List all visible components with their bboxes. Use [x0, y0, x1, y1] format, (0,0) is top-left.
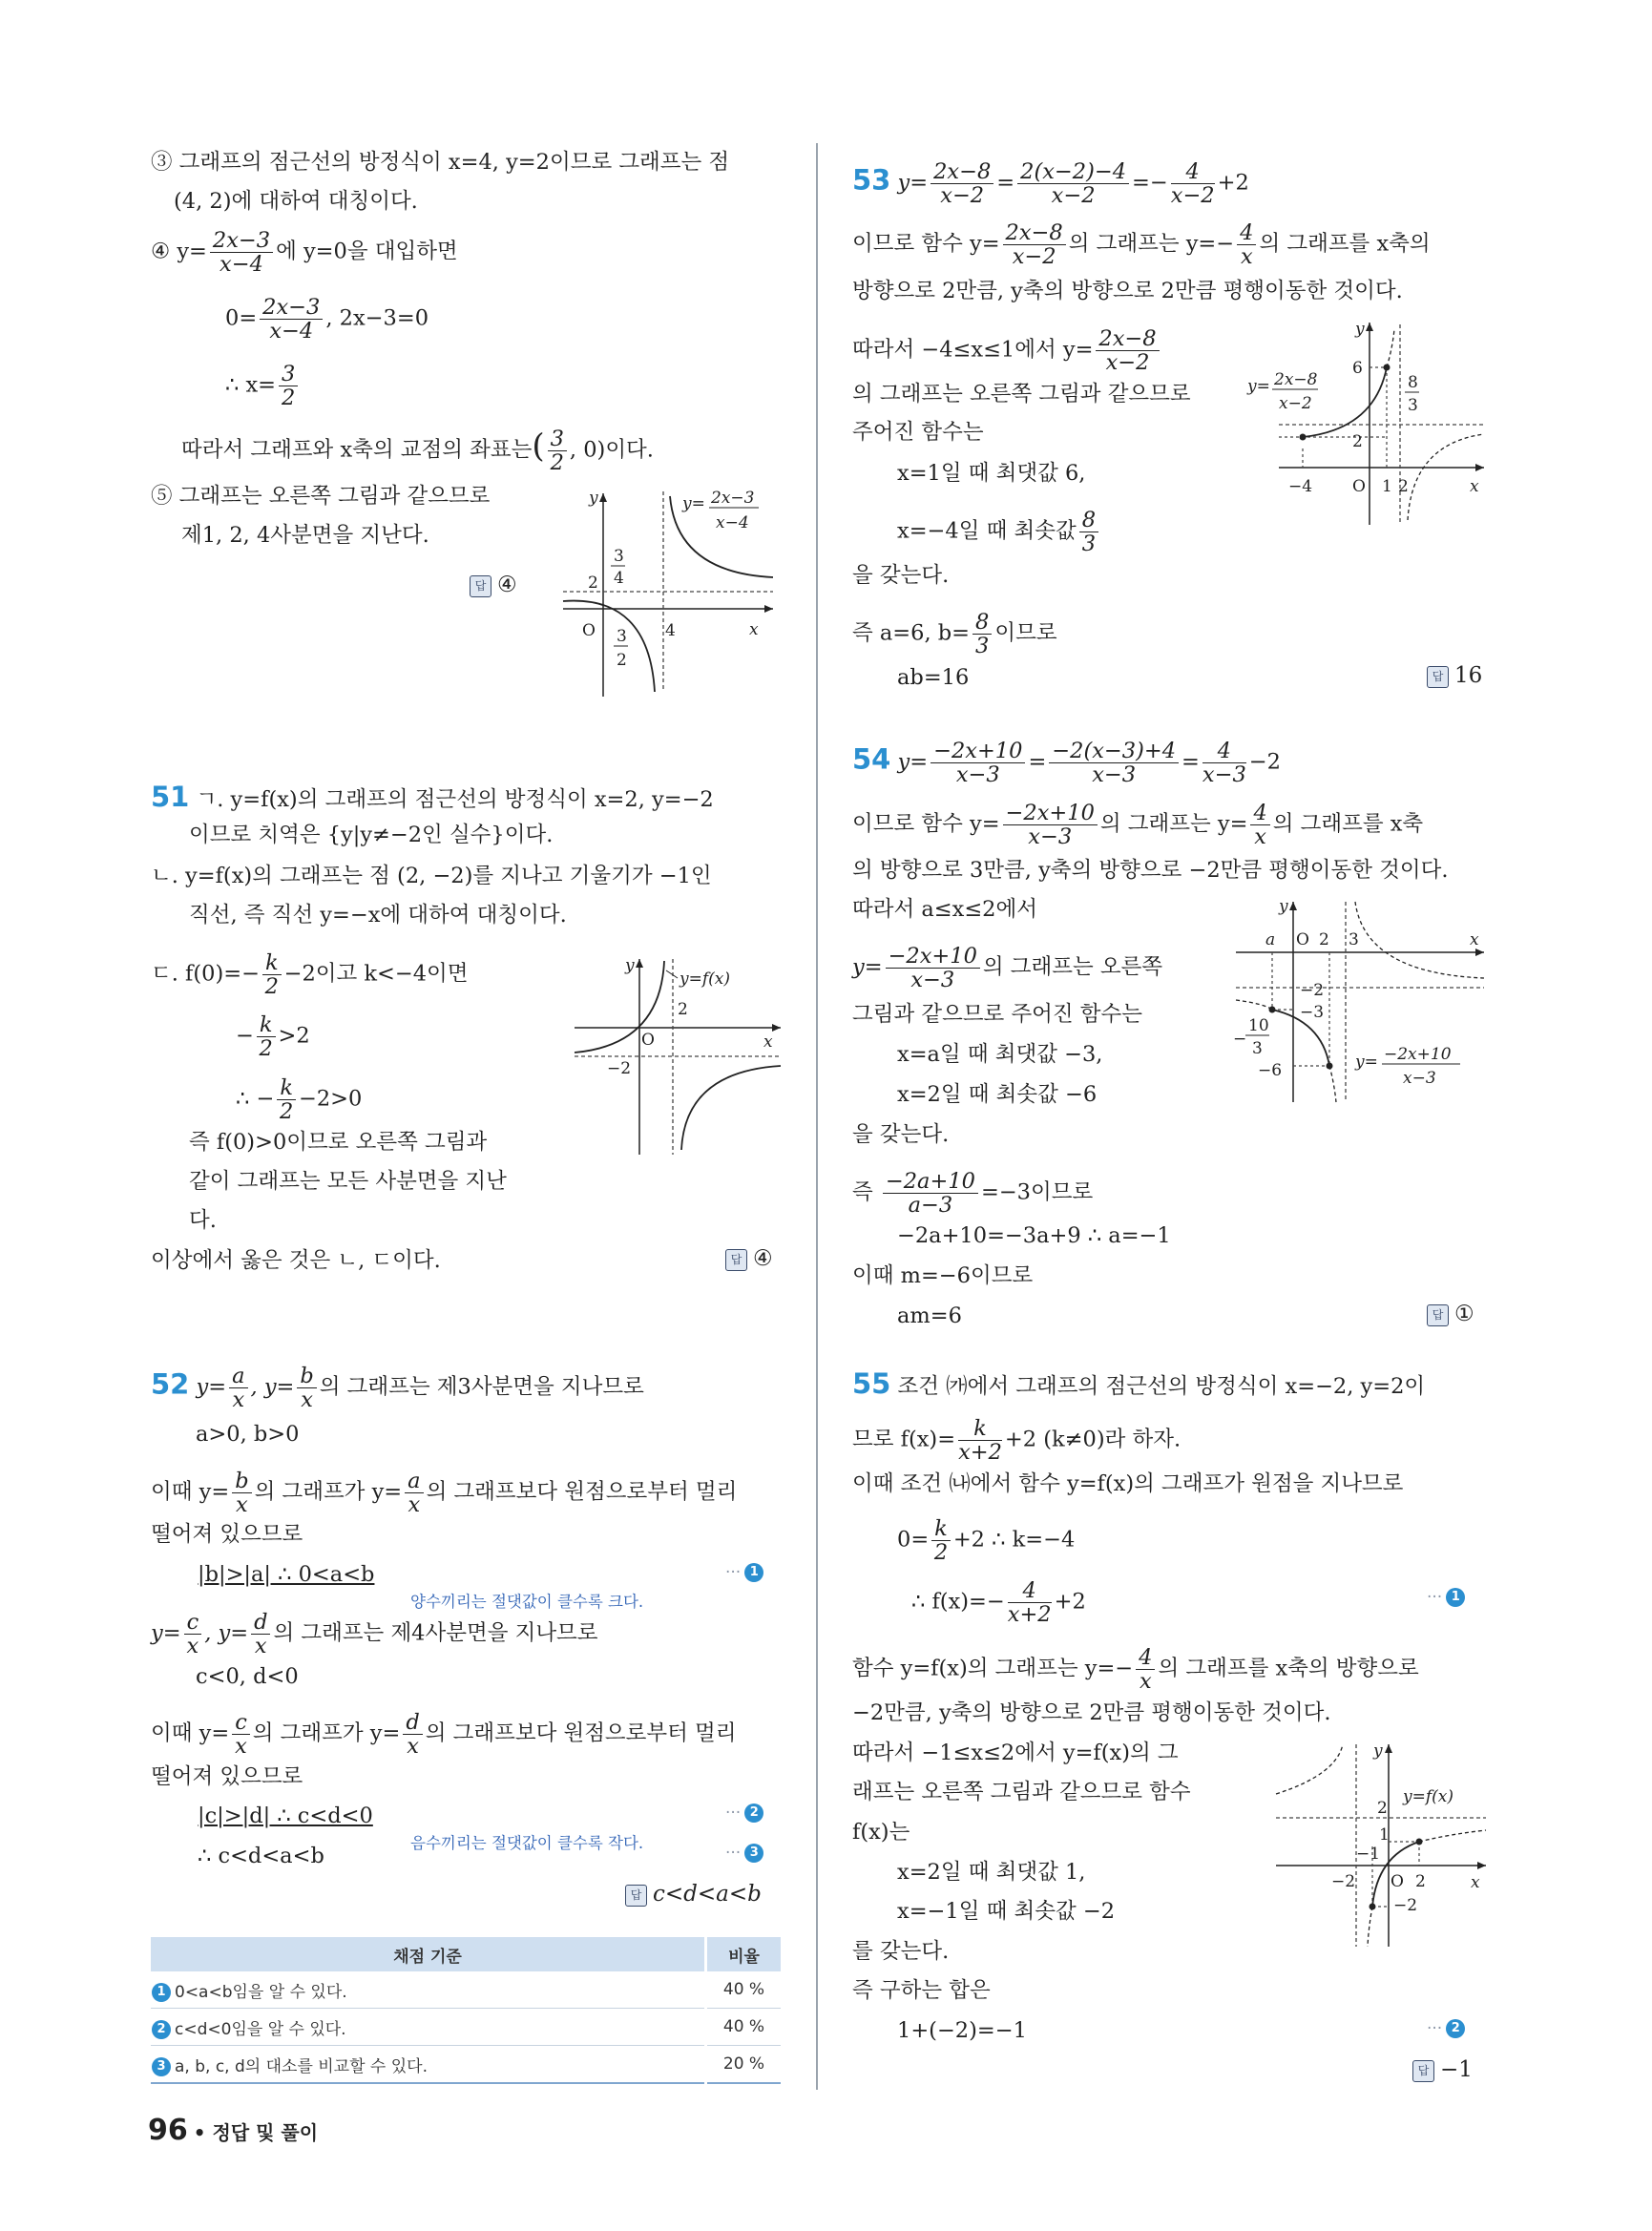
q55-line10: f(x)는	[852, 1820, 910, 1845]
q54-graph	[1231, 897, 1489, 1107]
q52-line5: |b|>|a| ∴ 0<a<b	[198, 1562, 375, 1587]
p50-item4-line2: 0= $\frac{2x-3}{x-4}$ , 2x−3=0	[225, 295, 429, 344]
svg-text:10: 10	[1248, 1016, 1269, 1035]
q55-line5: ∴ f(x)=− $\frac{4}{x+2}$ +2	[911, 1578, 1086, 1627]
q55-line6: 함수 y=f(x)의 그래프는 y=− $\frac{4}{x}$ 의 그래프를 x축의 방향으로	[852, 1645, 1419, 1694]
q54-line8: x=2일 때 최솟값 −6	[897, 1082, 1098, 1107]
table-header-criteria: 채점 기준	[151, 1937, 706, 1971]
svg-text:y=: y=	[682, 494, 705, 513]
step-marker-2: ··· 2	[1427, 2019, 1465, 2038]
svg-text:2: 2	[678, 1000, 688, 1019]
svg-text:x−3: x−3	[1403, 1069, 1436, 1088]
q54-line5: y= $\frac{-2x+10}{x-3}$ 의 그래프는 오른쪽	[852, 944, 1163, 992]
svg-text:O: O	[1391, 1872, 1404, 1891]
svg-text:y: y	[589, 489, 598, 508]
svg-text:y: y	[1373, 1741, 1383, 1761]
svg-text:3: 3	[1252, 1039, 1263, 1058]
table-row: 3 a, b, c, d의 대소를 비교할 수 있다. 20 %	[151, 2046, 781, 2084]
q55-line9: 래프는 오른쪽 그림과 같으므로 함수	[852, 1780, 1191, 1804]
svg-text:1: 1	[1382, 477, 1392, 496]
svg-text:1: 1	[1379, 1825, 1390, 1845]
q52-line4: 떨어져 있으므로	[151, 1522, 303, 1547]
svg-text:8: 8	[1408, 373, 1418, 392]
page-footer	[148, 2114, 318, 2147]
q55-line3: 이때 조건 ㈏에서 함수 y=f(x)의 그래프가 원점을 지나므로	[852, 1471, 1404, 1496]
svg-text:x: x	[1470, 477, 1479, 496]
table-row: 1 0<a<b임을 알 수 있다. 40 %	[151, 1971, 781, 2009]
q55-line1: 55 조건 ㈎에서 그래프의 점근선의 방정식이 x=−2, y=2이	[852, 1367, 1426, 1400]
q53-line9: 을 갖는다.	[852, 563, 950, 588]
svg-text:O: O	[641, 1031, 655, 1050]
svg-text:2x−8: 2x−8	[1274, 370, 1318, 389]
svg-text:3: 3	[1349, 930, 1359, 949]
step-marker-2: ··· 2	[725, 1804, 763, 1823]
svg-text:2: 2	[1352, 432, 1363, 451]
q52-line1: 52 y= $\frac{a}{x}$ , y= $\frac{b}{x}$ 의 그래프는 제3사분면을 지나므로	[151, 1364, 644, 1412]
p50-item4-line4: 따라서 그래프와 x축의 교점의 좌표는( $\frac{3}{2}$ , 0)이다.	[181, 427, 654, 475]
p50-item3-line1: ③ 그래프의 점근선의 방정식이 x=4, y=2이므로 그래프는 점	[151, 150, 730, 175]
page-number: 96	[148, 2114, 188, 2147]
svg-text:a: a	[1265, 930, 1276, 949]
svg-text:2x−3: 2x−3	[711, 489, 755, 508]
q53-line10: 즉 a=6, b= $\frac{8}{3}$ 이므로	[852, 610, 1057, 658]
svg-text:−6: −6	[1258, 1061, 1283, 1080]
q51-answer: 답 ④	[725, 1246, 773, 1271]
q54-line6: 그림과 같으므로 주어진 함수는	[852, 1002, 1143, 1027]
svg-text:2: 2	[1377, 1799, 1388, 1818]
svg-text:−: −	[1233, 1030, 1247, 1049]
p50-item3-line2: (4, 2)에 대하여 대칭이다.	[174, 189, 418, 214]
table-row: 2 c<d<0임을 알 수 있다. 40 %	[151, 2009, 781, 2046]
q52-line8: 이때 y= $\frac{c}{x}$ 의 그래프가 y= $\frac{d}{x}$ 의 그래프보다 원점으로부터 멀리	[151, 1710, 737, 1759]
q52-number: 52	[151, 1367, 190, 1401]
q55-line4: 0= $\frac{k}{2}$ +2 ∴ k=−4	[897, 1516, 1076, 1565]
svg-text:y=f(x): y=f(x)	[680, 970, 730, 989]
q51-graph	[573, 949, 783, 1159]
svg-text:O: O	[582, 621, 596, 640]
svg-text:x−2: x−2	[1279, 394, 1312, 413]
svg-text:y=: y=	[1355, 1053, 1378, 1072]
q54-line9: 을 갖는다.	[852, 1122, 950, 1147]
q55-line8: 따라서 −1≤x≤2에서 y=f(x)의 그	[852, 1741, 1179, 1765]
svg-text:−1: −1	[1356, 1845, 1381, 1864]
svg-text:y: y	[1355, 320, 1365, 339]
svg-text:y=f(x): y=f(x)	[1403, 1787, 1453, 1806]
svg-text:3: 3	[614, 547, 624, 566]
q52-line3: 이때 y= $\frac{b}{x}$ 의 그래프가 y= $\frac{a}{x}$ 의 그래프보다 원점으로부터 멀리	[151, 1469, 738, 1517]
q54-line11: −2a+10=−3a+9 ∴ a=−1	[897, 1223, 1171, 1248]
svg-text:4: 4	[665, 621, 676, 640]
q54-line4: 따라서 a≤x≤2에서	[852, 897, 1037, 922]
q53-answer: 답 16	[1427, 663, 1482, 688]
q51-line9: 같이 그래프는 모든 사분면을 지난	[189, 1169, 507, 1194]
svg-text:−4: −4	[1288, 477, 1313, 496]
answer-tag-icon: 답	[1427, 1304, 1449, 1326]
svg-text:−2: −2	[607, 1059, 632, 1078]
q51-line7: ∴ − $\frac{k}{2}$ −2>0	[236, 1075, 363, 1124]
q53-line2: 이므로 함수 y= $\frac{2x-8}{x-2}$ 의 그래프는 y=− $\frac{4}{x}$ 의 그래프를 x축의	[852, 220, 1431, 269]
q55-line11: x=2일 때 최댓값 1,	[897, 1860, 1086, 1885]
p50-item5-line2: 제1, 2, 4사분면을 지난다.	[181, 523, 429, 548]
svg-text:2: 2	[1415, 1872, 1426, 1891]
svg-text:x: x	[763, 1032, 773, 1052]
svg-text:2: 2	[1319, 930, 1329, 949]
step-marker-3: ··· 3	[725, 1844, 763, 1863]
q55-answer: 답 −1	[1412, 2057, 1473, 2082]
svg-text:2: 2	[617, 651, 627, 670]
q51-line5: ㄷ. f(0)=− $\frac{k}{2}$ −2이고 k<−4이면	[151, 950, 469, 999]
svg-text:2: 2	[588, 573, 598, 593]
p50-item4-line1: ④ y= $\frac{2x-3}{x-4}$ 에 y=0을 대입하면	[151, 228, 458, 277]
svg-text:x: x	[1471, 1873, 1480, 1892]
q53-line8: x=−4일 때 최솟값 $\frac{8}{3}$	[897, 509, 1101, 555]
svg-text:3: 3	[1408, 396, 1418, 415]
answer-tag-icon: 답	[725, 1249, 747, 1271]
svg-text:O: O	[1296, 930, 1309, 949]
q53-line7: x=1일 때 최댓값 6,	[897, 461, 1086, 486]
q55-line7: −2만큼, y축의 방향으로 2만큼 평행이동한 것이다.	[852, 1700, 1331, 1725]
table-header-ratio: 비율	[706, 1937, 782, 1971]
q53-line4: 따라서 −4≤x≤1에서 y= $\frac{2x-8}{x-2}$	[852, 327, 1162, 374]
p50-item4-line3: ∴ x= $\frac{3}{2}$	[225, 363, 301, 409]
q51-line3: ㄴ. y=f(x)의 그래프는 점 (2, −2)를 지나고 기울기가 −1인	[151, 864, 712, 888]
q52-line7: c<0, d<0	[196, 1664, 299, 1689]
svg-text:y: y	[625, 956, 635, 975]
p50-item5-line1: ⑤ 그래프는 오른쪽 그림과 같으므로	[151, 484, 491, 509]
q53-line6: 주어진 함수는	[852, 420, 984, 445]
q54-answer: 답 ①	[1427, 1302, 1474, 1326]
q55-graph	[1274, 1737, 1489, 1951]
svg-text:−2x+10: −2x+10	[1384, 1045, 1452, 1064]
q51-line11: 이상에서 옳은 것은 ㄴ, ㄷ이다.	[151, 1248, 441, 1273]
q54-line1: 54 y= $\frac{-2x+10}{x-3}$ = $\frac{-2(x-3)+4}{x-3}$ = $\frac{4}{x-3}$ −2	[852, 739, 1281, 787]
q51-line10: 다.	[189, 1208, 217, 1233]
svg-text:O: O	[1352, 477, 1366, 496]
svg-text:y: y	[1279, 897, 1288, 916]
svg-text:y=: y=	[1247, 377, 1270, 396]
p50-graph	[558, 482, 778, 697]
q54-line10: 즉 $\frac{-2a+10}{a-3}$ =−3이므로	[852, 1169, 1094, 1218]
q55-number: 55	[852, 1367, 891, 1400]
svg-text:−2: −2	[1300, 981, 1325, 1000]
column-divider	[816, 143, 818, 2090]
answer-tag-icon: 답	[470, 575, 491, 597]
svg-text:x: x	[749, 620, 759, 639]
svg-text:3: 3	[617, 627, 627, 646]
q53-line5: 의 그래프는 오른쪽 그림과 같으므로	[852, 382, 1191, 407]
q52-note2: 음수끼리는 절댓값이 클수록 작다.	[410, 1834, 644, 1852]
svg-text:2: 2	[1398, 477, 1409, 496]
q53-graph	[1245, 315, 1489, 530]
q54-line3: 의 방향으로 3만큼, y축의 방향으로 −2만큼 평행이동한 것이다.	[852, 858, 1449, 883]
svg-text:4: 4	[614, 569, 624, 588]
q51-line6: − $\frac{k}{2}$ >2	[236, 1012, 310, 1061]
q53-line3: 방향으로 2만큼, y축의 방향으로 2만큼 평행이동한 것이다.	[852, 279, 1403, 303]
svg-text:−2: −2	[1393, 1896, 1418, 1915]
q51-line4: 직선, 즉 직선 y=−x에 대하여 대칭이다.	[189, 903, 567, 928]
q51-number: 51	[151, 781, 190, 813]
q52-line9: 떨어져 있으므로	[151, 1764, 303, 1789]
q54-line2: 이므로 함수 y= $\frac{-2x+10}{x-3}$ 의 그래프는 y= $\frac{4}{x}$ 의 그래프를 x축	[852, 801, 1424, 849]
q54-line7: x=a일 때 최댓값 −3,	[897, 1042, 1103, 1067]
svg-text:−2: −2	[1331, 1872, 1356, 1891]
scoring-table	[151, 1937, 781, 2084]
p50-answer: 답 ④	[470, 573, 517, 597]
q55-line15: 1+(−2)=−1	[897, 2018, 1027, 2043]
svg-text:6: 6	[1352, 359, 1363, 378]
q51-line1: 51 ㄱ. y=f(x)의 그래프의 점근선의 방정식이 x=2, y=−2	[151, 781, 714, 813]
q52-line6: y= $\frac{c}{x}$ , y= $\frac{d}{x}$ 의 그래프는 제4사분면을 지나므로	[151, 1610, 598, 1658]
q53-line1: 53 y= $\frac{2x-8}{x-2}$ = $\frac{2(x-2)-4}{x-2}$ =− $\frac{4}{x-2}$ +2	[852, 159, 1249, 208]
answer-tag-icon: 답	[1412, 2060, 1434, 2082]
step-marker-1: ··· 1	[1427, 1588, 1465, 1607]
footer-label: • 정답 및 풀이	[193, 2121, 319, 2144]
q55-line2: 므로 f(x)= $\frac{k}{x+2}$ +2 (k≠0)라 하자.	[852, 1416, 1181, 1465]
svg-text:−3: −3	[1300, 1003, 1325, 1022]
q52-line11: ∴ c<d<a<b	[198, 1844, 324, 1868]
q52-note1: 양수끼리는 절댓값이 클수록 크다.	[410, 1593, 644, 1611]
q53-number: 53	[852, 163, 891, 197]
q53-line11: ab=16	[897, 665, 970, 690]
q52-line10: |c|>|d| ∴ c<d<0	[198, 1804, 373, 1828]
svg-text:x−4: x−4	[716, 513, 749, 532]
q52-line2: a>0, b>0	[196, 1422, 300, 1447]
q55-line14: 즉 구하는 합은	[852, 1978, 991, 2003]
svg-text:x: x	[1470, 930, 1479, 949]
answer-tag-icon: 답	[1427, 666, 1449, 688]
step-marker-1: ··· 1	[725, 1563, 763, 1582]
q52-answer: 답 c<d<a<b	[625, 1882, 762, 1907]
answer-tag-icon: 답	[625, 1885, 647, 1907]
q51-line2: 이므로 치역은 {y|y≠−2인 실수}이다.	[189, 823, 554, 847]
q55-line13: 를 갖는다.	[852, 1939, 950, 1964]
q54-line13: am=6	[897, 1303, 962, 1328]
q51-line8: 즉 f(0)>0이므로 오른쪽 그림과	[189, 1130, 488, 1155]
q55-line12: x=−1일 때 최솟값 −2	[897, 1899, 1116, 1924]
q54-line12: 이때 m=−6이므로	[852, 1263, 1034, 1288]
q54-number: 54	[852, 742, 891, 776]
